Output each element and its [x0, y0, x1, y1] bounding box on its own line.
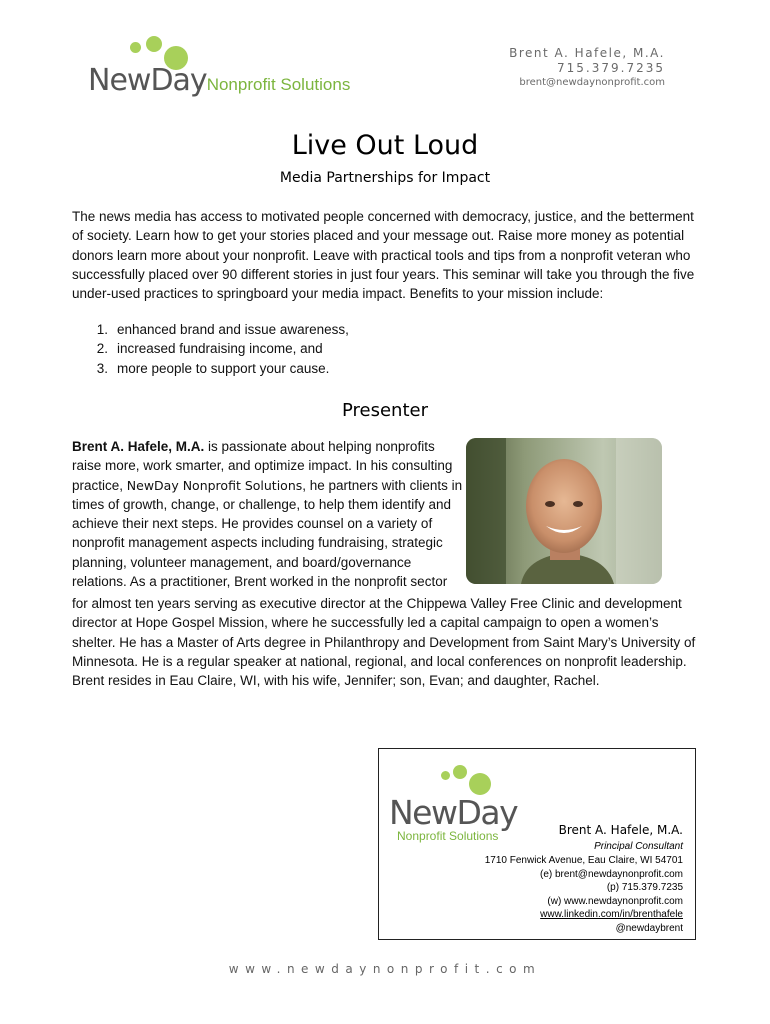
card-twitter-handle: @newdaybrent	[615, 922, 683, 934]
card-logo-new: New	[389, 793, 457, 832]
bio-name: Brent A. Hafele, M.A.	[72, 439, 205, 454]
logo-dot-medium	[146, 36, 162, 52]
header-contact-name: Brent A. Hafele, M.A.	[509, 46, 665, 60]
list-item	[72, 359, 698, 378]
logo-new: New	[88, 63, 151, 98]
bio-paragraph-bottom: for almost ten years serving as executive director at the Chippewa Valley Free Clinic and development director at Hope Gospel Mission, where he successfully led a capital campaign to open a women’s shelter. He has a Master of Arts degree in Philanthropy and Development from Saint Mary’s University of Minnesota. He is a regular speaker at national, regional, and local conferences on nonprofit leadership. Brent resides in Eau Claire, WI, with his wife, Jennifer; son, Evan; and daughter, Rachel.	[72, 596, 696, 689]
presenter-photo	[466, 438, 662, 584]
bio-brand: NewDay Nonprofit Solutions	[126, 477, 303, 493]
card-phone: (p) 715.379.7235	[606, 882, 683, 893]
list-item-text: enhanced brand and issue awareness,	[117, 322, 349, 337]
card-email: (e) brent@newdaynonprofit.com	[540, 868, 683, 880]
list-item	[72, 320, 698, 339]
page-title: Live Out Loud	[291, 130, 479, 161]
logo-nonprofit-solutions: Nonprofit Solutions	[206, 75, 351, 94]
bio-paragraph-top	[72, 437, 464, 591]
intro-paragraph: The news media has access to motivated people concerned with democracy, justice, and the betterment of society. Learn how to get your stories placed and your message out. Raise more money as potential donors learn more about your nonprofit. Leave with practical tools and tips from a nonprofit veteran who successfully placed over 90 different stories in just four years. This seminar will take you through the five under-used practices to springboard your media impact. Benefits to your mission include:	[72, 209, 695, 302]
logo-wordmark	[88, 63, 350, 98]
card-logo-nonprofit-solutions: Nonprofit Solutions	[397, 829, 499, 843]
card-name: Brent A. Hafele, M.A.	[558, 823, 683, 837]
card-address: 1710 Fenwick Avenue, Eau Claire, WI 54701	[484, 855, 683, 866]
footer-url: www.newdaynonprofit.com	[228, 962, 542, 976]
header-contact-email: brent@newdaynonprofit.com	[519, 77, 665, 88]
list-item-number: 2.	[96, 341, 108, 357]
list-item-text: increased fundraising income, and	[117, 341, 323, 357]
presenter-heading: Presenter	[341, 400, 428, 421]
page-subtitle: Media Partnerships for Impact	[279, 170, 491, 186]
list-item-text: more people to support your cause.	[117, 360, 330, 376]
presenter-photo-image	[466, 438, 662, 584]
bio-text-1: is passionate about helping nonprofits raise more, work smarter, and optimize impact. In his consulting practice,	[72, 439, 453, 493]
logo-dot-small	[130, 42, 141, 53]
card-info	[485, 820, 683, 935]
card-linkedin-link[interactable]: www.linkedin.com/in/brenthafele	[540, 909, 683, 920]
card-title: Principal Consultant	[594, 841, 683, 852]
list-item-number: 3.	[96, 360, 108, 376]
business-card	[378, 748, 696, 940]
bio-text-2: , he partners with clients in times of growth, change, or challenge, to help them identify and achieve their next steps. He provides counsel on a variety of nonprofit management aspects including fundraising, strategic planning, volunteer management, and board/governance relations. As a practitioner, Brent worked in the nonprofit sector	[72, 477, 463, 590]
logo-day: Day	[150, 63, 207, 98]
header-logo	[82, 30, 382, 100]
list-item-number: 1.	[96, 322, 108, 337]
card-logo-day: Day	[456, 793, 518, 832]
header-contact-phone: 715.379.7235	[557, 61, 665, 75]
list-item	[72, 339, 698, 358]
card-logo-dot-large	[469, 773, 491, 795]
card-logo-dot-small	[441, 771, 450, 780]
card-website: (w) www.newdaynonprofit.com	[547, 895, 683, 907]
header-contact	[509, 46, 665, 90]
benefits-list	[72, 320, 698, 378]
card-logo-dot-medium	[453, 765, 467, 779]
